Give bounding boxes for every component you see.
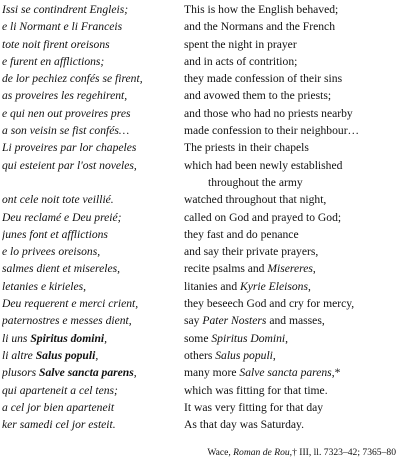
verse-line [2,364,182,381]
line-text: , [285,331,289,345]
translation-line: It was very fitting for that day [184,400,324,414]
translation-line: made confession to their neighbour… [184,124,360,138]
line-text: li altre [2,348,36,362]
translation-line: and avowed them to the priests; [184,89,332,103]
line-text: , [312,262,316,276]
translation-line: and say their private prayers, [184,245,319,259]
verse-line: Issi se contindrent Engleis; [2,3,129,16]
line-text: , [95,348,99,362]
translation-line: This is how the English behaved; [184,3,339,16]
verse-line: e lo privees oreisons, [2,245,101,259]
citation-work-title: Roman de Rou [233,447,290,458]
verse-line [2,347,182,364]
line-text: , [133,366,137,380]
line-text: li uns [2,331,31,345]
italic-latin-phrase: Misereres [267,262,313,276]
verse-line: ont cele noit tote veillié. [2,193,114,207]
line-text: others [184,348,216,362]
verse-line: ker samedi cel jor esteit. [2,418,116,432]
verse-line: e li Normant e li Franceis [2,20,123,34]
verse-line: a cel jor bien aparteneit [2,400,115,414]
line-text: some [184,331,212,345]
translation-line: called on God and prayed to God; [184,210,342,224]
verse-line: as proveires les regehirent, [2,89,128,103]
translation-line: As that day was Saturday. [184,418,304,432]
verse-line: qui aparteneit a cel tens; [2,383,118,397]
line-text: , [104,331,108,345]
verse-line: Deu reclamé e Deu preié; [2,210,122,224]
line-text: recite psalms and [184,262,268,276]
citation-author: Wace, [207,447,234,458]
translation-line [184,330,398,347]
translation-line [184,347,398,364]
verse-line: Li proveires par lor chapeles [2,141,137,155]
italic-latin-phrase: Salve sancta parens [239,366,332,380]
translation-line: which was fitting for that time. [184,383,328,397]
italic-latin-phrase: Spiritus Domini [211,331,286,345]
verse-line: de lor pechiez confés se firent, [2,72,143,86]
translation-line [184,312,398,329]
translation-line [184,364,398,381]
translation-line: they fast and do penance [184,227,299,241]
translation-line: they made confession of their sins [184,72,343,86]
translation-line: and the Normans and the French [184,20,335,34]
line-text: say [184,314,203,328]
line-text: many more [184,366,240,380]
verse-line: salmes dient et misereles, [2,262,121,276]
italic-latin-phrase: Kyrie Eleisons [240,279,308,293]
italic-latin-phrase: Salus populi [215,348,273,362]
english-translation-column [184,1,398,433]
bold-latin-phrase: Spiritus domini [30,331,105,345]
line-text: plusors [2,366,40,380]
translation-line: The priests in their chapels [184,141,309,155]
line-text: , [307,279,311,293]
translation-line: and those who had no priests nearby [184,106,353,120]
citation-reference: ,† III, ll. 7323–42; 7365–80 [289,447,396,458]
verse-line: junes font et afflictions [2,227,108,241]
verse-line: paternostres e messes dient, [2,314,132,328]
translation-line: they beseech God and cry for mercy, [184,297,355,311]
translation-line: which had been newly established [184,158,343,172]
stanza-gap [2,174,182,191]
translation-line [184,278,398,295]
translation-line: and in acts of contrition; [184,54,298,68]
bold-latin-phrase: Salve sancta parens [39,366,134,380]
verse-line: tote noit firent oreisons [2,37,110,51]
line-text: and masses, [266,314,325,328]
line-text: , [272,348,276,362]
verse-line: e furent en afflictions; [2,54,105,68]
translation-line: spent the night in prayer [184,37,297,51]
verse-line: e qui nen out proveires pres [2,106,131,120]
bold-latin-phrase: Salus populi [35,348,96,362]
source-citation [207,446,396,460]
verse-line: a son veisin se fist confés… [2,124,130,138]
line-text: ,* [331,366,341,380]
line-text: litanies and [184,279,241,293]
old-french-verse-column [2,1,182,433]
verse-line: Deu requerent e merci crient, [2,297,139,311]
translation-line: watched throughout that night, [184,193,327,207]
verse-line [2,330,182,347]
translation-line [184,260,398,277]
italic-latin-phrase: Pater Nosters [202,314,267,328]
translation-line: throughout the army [208,175,303,189]
verse-line: qui esteient par l'ost noveles, [2,158,137,172]
verse-line: letanies e kirieles, [2,279,87,293]
